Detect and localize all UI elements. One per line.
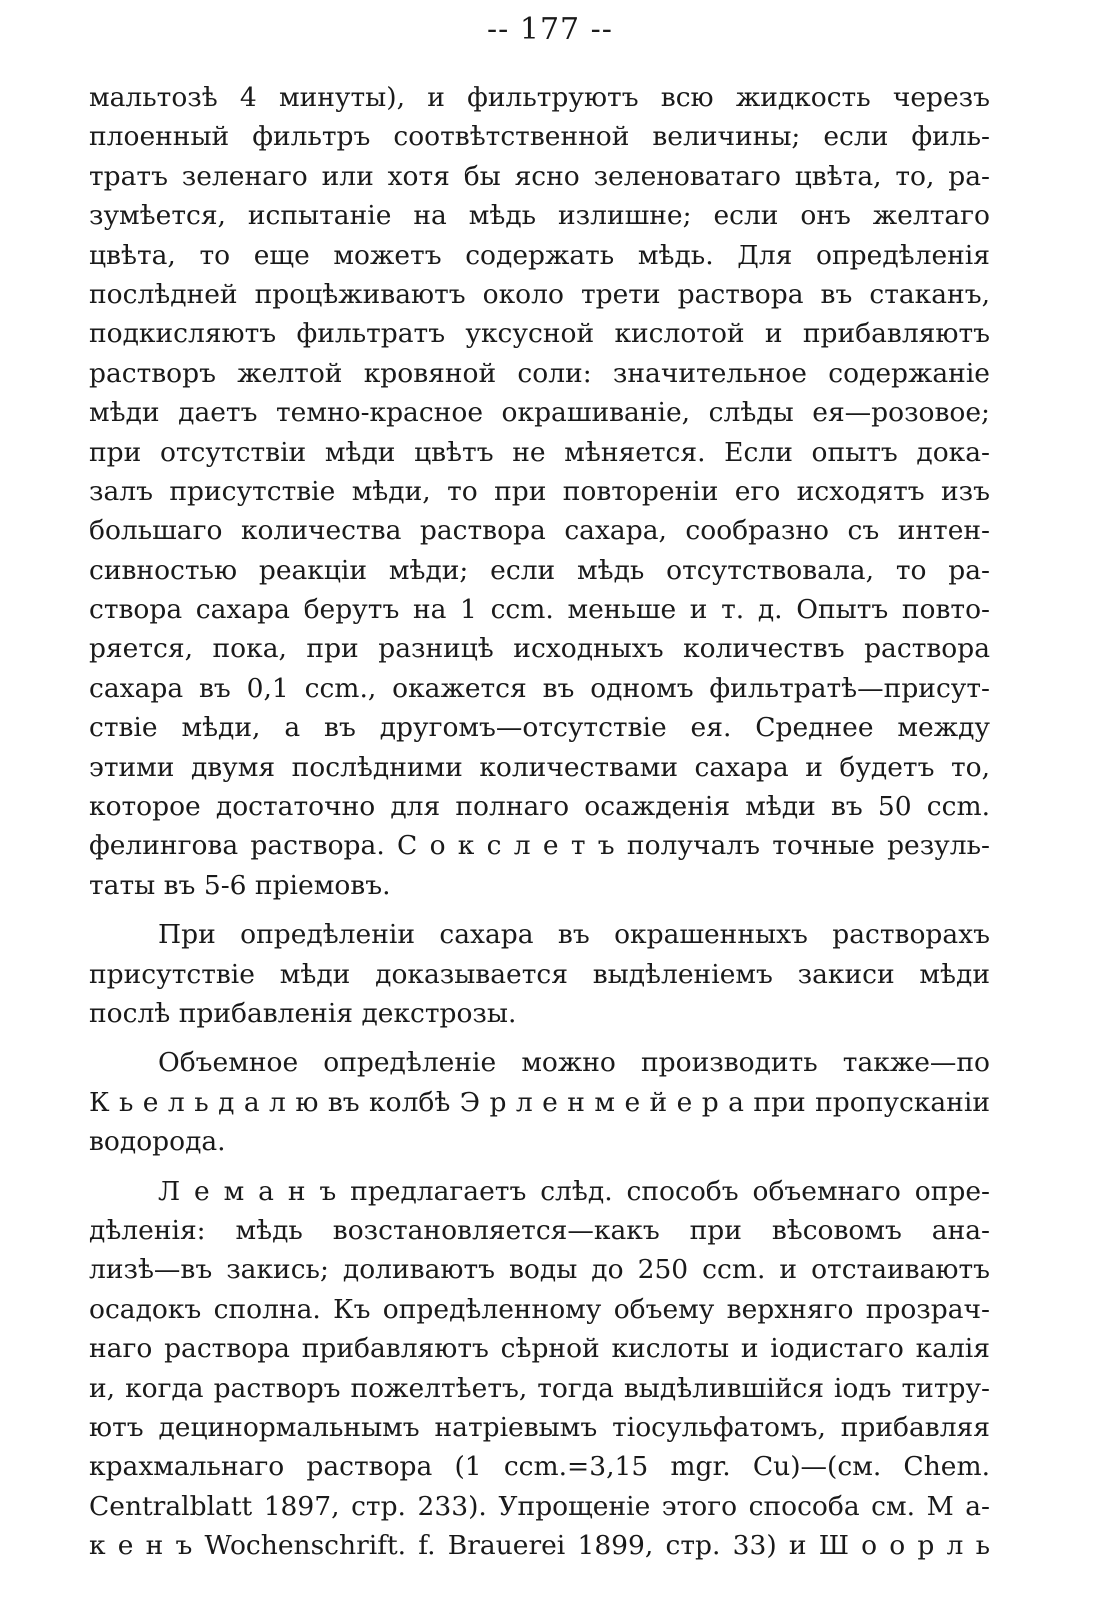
text-line: растворъ желтой кровяной соли: значительное содержанie xyxy=(89,357,990,389)
text-line: К ь е л ь д а л ю въ колбѣ Э р л е н м е й е р а при пропусканiи xyxy=(89,1086,990,1118)
paragraph-gap xyxy=(89,905,990,915)
text-line: мальтозѣ 4 минуты), и фильтруютъ всю жидкость черезъ xyxy=(89,82,990,113)
text-line: послѣ прибавленiя декстрозы. xyxy=(89,997,517,1029)
text-line: Объемное опредѣленie можно производить также—по xyxy=(158,1047,990,1079)
text-line: присутствie мѣди доказывается выдѣленiемъ закиси мѣди xyxy=(89,958,990,990)
text-line: и, когда растворъ пожелтѣетъ, тогда выдѣлившiйся iодъ титру- xyxy=(89,1372,990,1404)
text-line: послѣдней процѣживаютъ около трети раствора въ стаканъ, xyxy=(89,278,990,310)
text-line: сивностью реакцiи мѣди; если мѣдь отсутствовала, то ра- xyxy=(89,554,990,586)
text-line: крахмальнаго раствора (1 ccm.=3,15 mgr. Cu)—(см. Chem. xyxy=(89,1451,990,1483)
text-line: Centralblatt 1897, стр. 233). Упрощенie этого способа см. М а- xyxy=(89,1490,990,1522)
text-line: мѣди даетъ темно-красное окрашиванie, слѣды ея—розовое; xyxy=(89,397,990,429)
page-number: -- 177 -- xyxy=(487,12,613,47)
paragraph xyxy=(89,78,990,905)
text-line: Л е м а н ъ предлагаетъ слѣд. способъ объемнаго опре- xyxy=(158,1175,990,1207)
text-line: наго раствора прибавляютъ сѣрной кислоты и iодистаго калiя xyxy=(89,1333,990,1365)
text-line: водорода. xyxy=(89,1126,226,1158)
text-line: При опредѣленiи сахара въ окрашенныхъ растворахъ xyxy=(158,919,990,951)
paragraph xyxy=(89,915,990,1033)
text-line: залъ присутствie мѣди, то при повторенiи его исходятъ изъ xyxy=(89,475,990,507)
text-line: лизѣ—въ закись; доливаютъ воды до 250 ccm. и отстаиваютъ xyxy=(89,1254,990,1286)
paragraph-gap xyxy=(89,1033,990,1043)
body-text xyxy=(89,78,990,1565)
paragraph-gap xyxy=(89,1162,990,1172)
text-line: плоенный фильтръ соотвѣтственной величины; если филь- xyxy=(89,121,990,153)
text-line: которое достаточно для полнаго осажденiя мѣди въ 50 ccm. xyxy=(89,791,990,823)
text-line: створа сахара берутъ на 1 ccm. меньше и т. д. Опытъ повто- xyxy=(89,594,990,626)
text-line: ряется, пока, при разницѣ исходныхъ количествъ раствора xyxy=(89,633,990,665)
text-line: большаго количества раствора сахара, сообразно съ интен- xyxy=(89,515,990,547)
text-line: зумѣется, испытанie на мѣдь излишне; если онъ желтаго xyxy=(89,200,990,232)
text-line: ствie мѣди, а въ другомъ—отсутствie ея. Среднее между xyxy=(89,712,990,744)
paragraph xyxy=(89,1172,990,1566)
text-line: ютъ децинормальнымъ натрiевымъ тiосульфатомъ, прибавляя xyxy=(89,1411,990,1443)
text-line: к е н ъ Wochenschrift. f. Brauerei 1899, стр. 33) и Ш о о р л ь xyxy=(89,1530,990,1562)
text-line: подкисляютъ фильтратъ уксусной кислотой и прибавляютъ xyxy=(89,318,990,350)
text-line: осадокъ сполна. Къ опредѣленному объему верхняго прозрач- xyxy=(89,1293,990,1325)
text-line: при отсутствiи мѣди цвѣтъ не мѣняется. Если опытъ дока- xyxy=(89,436,990,468)
text-line: тратъ зеленаго или хотя бы ясно зеленоватаго цвѣта, то, ра- xyxy=(89,160,990,192)
paragraph xyxy=(89,1043,990,1161)
text-line: фелингова раствора. С о к с л е т ъ получалъ точные резуль- xyxy=(89,830,990,862)
text-line: этими двумя послѣдними количествами сахара и будетъ то, xyxy=(89,751,990,783)
text-line: сахара въ 0,1 ccm., окажется въ одномъ фильтратѣ—присут- xyxy=(89,672,990,704)
text-line: цвѣта, то еще можетъ содержать мѣдь. Для опредѣленiя xyxy=(89,239,990,271)
text-line: дѣленiя: мѣдь возстановляется—какъ при вѣсовомъ ана- xyxy=(89,1214,990,1246)
text-line: таты въ 5-6 прiемовъ. xyxy=(89,869,391,901)
